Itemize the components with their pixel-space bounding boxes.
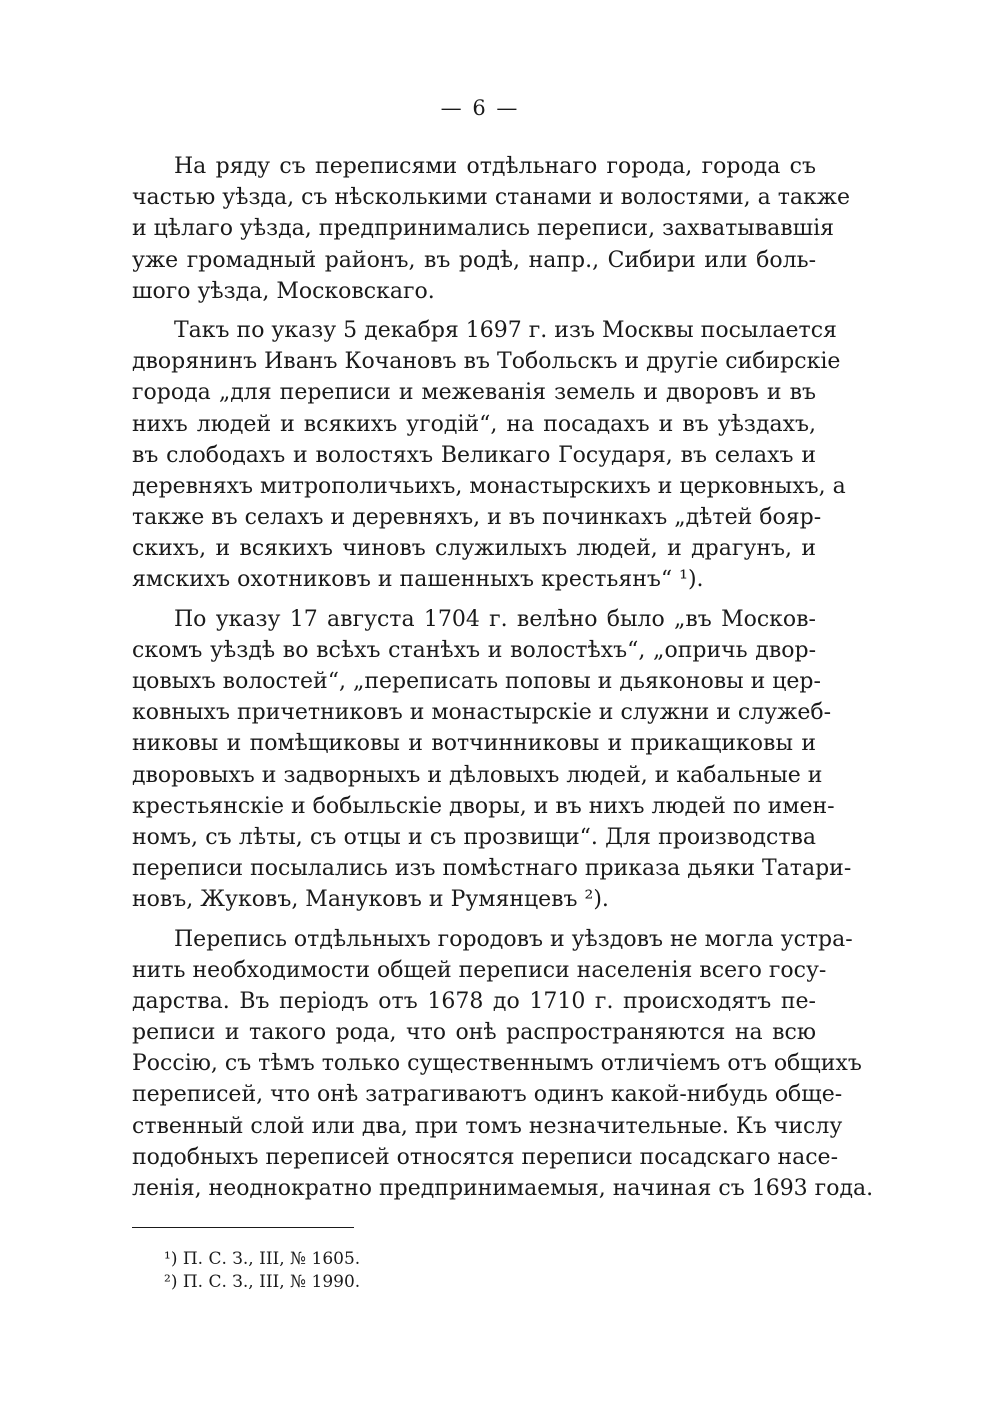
text-line: скомъ уѣздѣ во всѣхъ станѣхъ и волостѣхъ“, „опричь двор- (132, 637, 816, 663)
text-line: дворовыхъ и задворныхъ и дѣловыхъ людей, и кабальные и (132, 762, 823, 788)
text-line: въ слободахъ и волостяхъ Великаго Государя, въ селахъ и (132, 442, 816, 468)
text-line: Такъ по указу 5 декабря 1697 г. изъ Москвы посылается (174, 317, 837, 343)
text-line: уже громадный районъ, въ родѣ, напр., Сибири или боль- (132, 247, 816, 273)
text-line: дворянинъ Иванъ Кочановъ въ Тобольскъ и другіе сибирскіе (132, 349, 841, 375)
text-line: скихъ, и всякихъ чиновъ служилыхъ людей, и драгунъ, и (132, 536, 816, 562)
paragraph (132, 604, 852, 916)
text-line: новъ, Жуковъ, Мануковъ и Румянцевъ ²). (132, 887, 609, 913)
paragraph (132, 151, 851, 307)
text-line: ленія, неоднократно предпринимаемыя, начиная съ 1693 года. (132, 1176, 874, 1201)
text-line: города „для переписи и межеванія земель и дворовъ и въ (132, 380, 816, 406)
text-line: дарства. Въ періодъ отъ 1678 до 1710 г. происходятъ пе- (132, 988, 816, 1014)
text-line: подобныхъ переписей относятся переписи посадскаго насе- (132, 1144, 838, 1170)
text-line: и цѣлаго уѣзда, предпринимались переписи, захватывавшія (132, 216, 835, 242)
page-number: — 6 — (440, 96, 520, 120)
text-line: шого уѣзда, Московскаго. (132, 278, 435, 304)
text-line: частью уѣзда, съ нѣсколькими станами и волостями, а также (132, 185, 851, 211)
text-line: Россію, съ тѣмъ только существеннымъ отличіемъ отъ общихъ (132, 1051, 862, 1077)
footnote-1: ¹) П. С. З., III, № 1605. (164, 1249, 361, 1269)
text-line: крестьянскіе и бобыльскіе дворы, и въ нихъ людей по имен- (132, 793, 835, 819)
text-line: никовы и помѣщиковы и вотчинниковы и прикащиковы и (132, 731, 816, 757)
text-line: По указу 17 августа 1704 г. велѣно было „въ Москов- (174, 606, 816, 632)
paragraph (132, 924, 874, 1205)
text-line: нить необходимости общей переписи населенія всего госу- (132, 957, 827, 983)
paragraph (132, 315, 846, 596)
text-line: Перепись отдѣльныхъ городовъ и уѣздовъ не могла устра- (174, 926, 853, 952)
text-line: ковныхъ причетниковъ и монастырскіе и служни и служеб- (132, 700, 832, 726)
body-text (132, 151, 874, 1212)
text-line: нихъ людей и всякихъ угодій“, на посадахъ и въ уѣздахъ, (132, 411, 816, 437)
text-line: ямскихъ охотниковъ и пашенныхъ крестьянъ“ ¹). (132, 567, 704, 593)
text-line: цовыхъ волостей“, „переписать поповы и дьяконовы и цер- (132, 669, 821, 694)
footnote-2: ²) П. С. З., III, № 1990. (164, 1272, 361, 1292)
footnotes (164, 1248, 360, 1294)
text-line: также въ селахъ и деревняхъ, и въ починкахъ „дѣтей бояр- (132, 505, 822, 531)
text-line: номъ, съ лѣты, съ отцы и съ прозвищи“. Для производства (132, 824, 816, 850)
text-line: деревняхъ митрополичьихъ, монастырскихъ и церковныхъ, а (132, 473, 846, 499)
text-line: На ряду съ переписями отдѣльнаго города, города съ (174, 154, 816, 179)
text-line: реписи и такого рода, что онѣ распространяются на всю (132, 1020, 816, 1046)
text-line: переписей, что онѣ затрагиваютъ одинъ какой-нибудь обще- (132, 1082, 843, 1108)
footnote-divider (132, 1227, 354, 1228)
text-line: ственный слой или два, при томъ незначительные. Къ числу (132, 1113, 843, 1139)
text-line: переписи посылались изъ помѣстнаго приказа дьяки Татари- (132, 856, 852, 882)
